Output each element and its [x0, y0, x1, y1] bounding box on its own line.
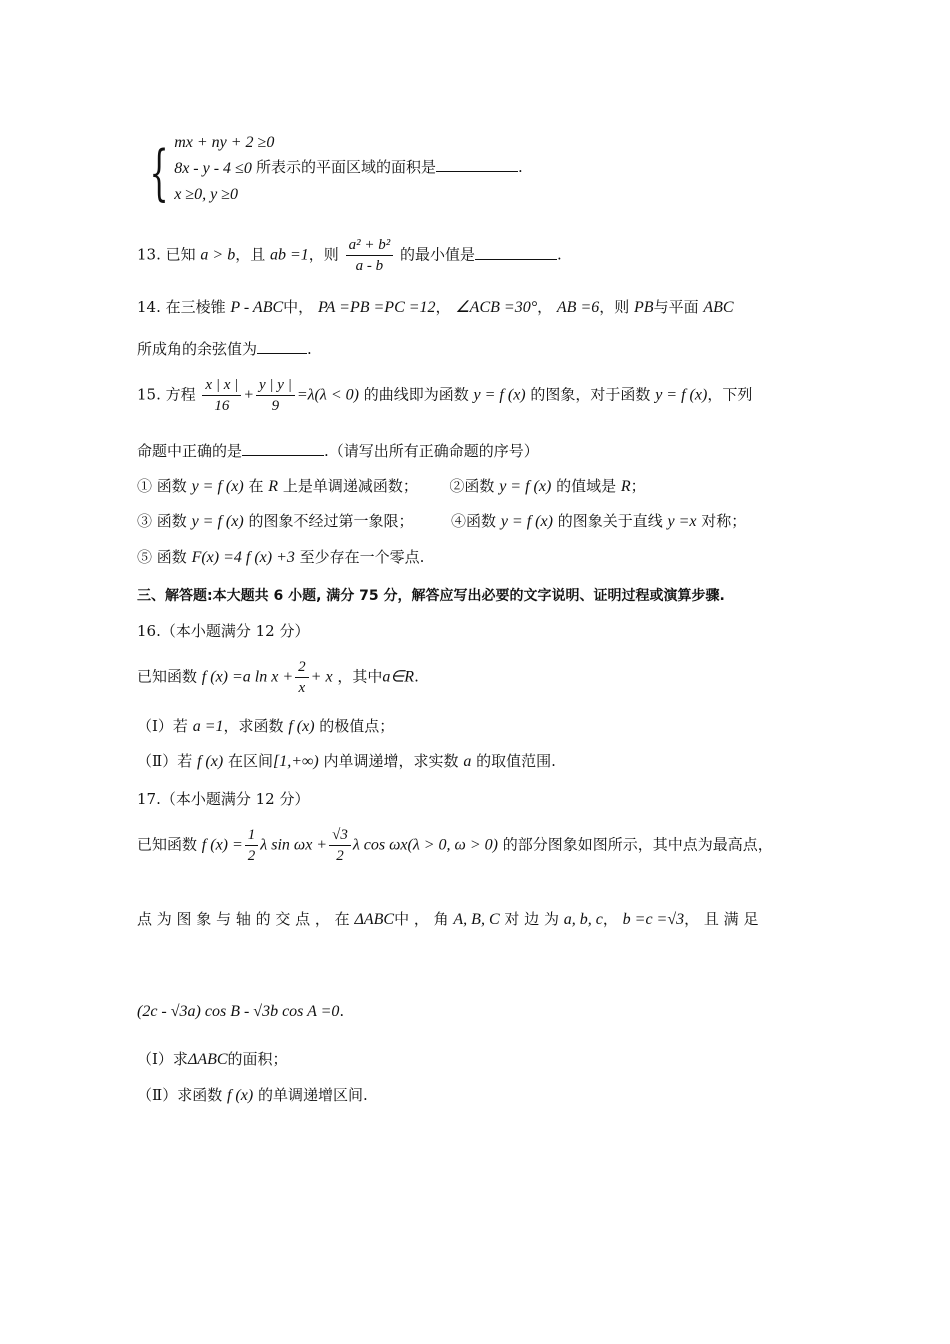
answer-blank — [257, 353, 307, 354]
answer-blank — [475, 259, 557, 260]
question-17-heading: 17.（本小题满分 12 分） — [137, 790, 310, 808]
question-14-line-2: 所成角的余弦值为 . — [137, 340, 312, 358]
q12-inequality-system — [140, 134, 274, 212]
q17-fraction-2: $\frac{√3}{2}$ — [329, 826, 351, 865]
question-16-heading: 16.（本小题满分 12 分） — [137, 622, 310, 640]
answer-blank — [436, 171, 518, 172]
q12-ineq-2: 8x - y - 4 ≤0 — [174, 160, 252, 177]
question-14: 14. 在三棱锥 P - ABC中， PA =PB =PC =12， ∠ACB =30°， AB =6，则 PB与平面 ABC — [137, 298, 734, 316]
question-16-part-1: （Ⅰ）若 a =1，求函数 f (x) 的极值点； — [137, 717, 395, 735]
q15-fraction-1: $\frac{x | x |}{16}$ — [202, 376, 241, 415]
q12-text: 所表示的平面区域的面积是 . — [256, 158, 523, 176]
question-17-part-1: （Ⅰ）求ΔABC的面积； — [137, 1050, 288, 1068]
question-13: 13. 已知 a > b，且 ab =1，则 $\frac{\text{a² + b²}}{a - b}$ 的最小值是 . — [137, 237, 562, 274]
question-17-statement: 已知函数 f (x) = $\frac{1}{2}$ λ sin ωx + $\frac{√3}{2}$ λ cos ωx(λ > 0, ω > 0) 的部分图象如图所示，其中点为最高点， — [137, 827, 773, 864]
question-16-part-2: （Ⅱ）若 f (x) 在区间[1,+∞) 内单调递增，求实数 a 的取值范围. — [137, 752, 556, 770]
section-3-heading: 三、解答题:本大题共 6 小题, 满分 75 分，解答应写出必要的文字说明、证明过程或演算步骤. — [137, 588, 725, 604]
question-17-equation: (2c - √3a) cos B - √3b cos A =0. — [137, 1002, 345, 1020]
q12-ineq-1: mx + ny + 2 ≥0 — [174, 134, 275, 151]
question-15-line-2: 命题中正确的是 .（请写出所有正确命题的序号） — [137, 442, 539, 460]
q13-fraction: $\frac{\text{a² + b²}}{a - b}$ — [346, 236, 394, 275]
q16-fraction: $\frac{2}{x}$ — [295, 658, 309, 697]
brace-symbol: { — [149, 138, 169, 208]
q15-options-row-1: ① 函数 y = f (x) 在 R 上是单调递减函数； ②函数 y = f (x) 的值域是 R； — [137, 477, 646, 495]
q15-options-row-3: ⑤ 函数 F(x) =4 f (x) +3 至少存在一个零点. — [137, 548, 425, 566]
question-16-statement: 已知函数 f (x) =a ln x + $\frac{2}{x}$ + x ，其中a∈R. — [137, 659, 419, 696]
question-15: 15. 方程 $\frac{x | x |}{16}$ + $\frac{y | y |}{9}$ =λ(λ < 0) 的曲线即为函数 y = f (x) 的图象，对于函数 y = f (x)，下列 — [137, 377, 753, 414]
q15-options-row-2: ③ 函数 y = f (x) 的图象不经过第一象限； ④函数 y = f (x) 的图象关于直线 y =x 对称； — [137, 512, 747, 530]
q12-ineq-3: x ≥0, y ≥0 — [174, 186, 238, 203]
q15-fraction-2: $\frac{y | y |}{9}$ — [256, 376, 295, 415]
question-17-line-2: 点 为 图 象 与 轴 的 交 点 ， 在 ΔABC中 ， 角 A, B, C 对 边 为 a, b, c， b =c =√3， 且 满 足 — [137, 910, 759, 928]
q17-fraction-1: $\frac{1}{2}$ — [245, 826, 259, 865]
answer-blank — [242, 455, 324, 456]
question-17-part-2: （Ⅱ）求函数 f (x) 的单调递增区间. — [137, 1086, 368, 1104]
